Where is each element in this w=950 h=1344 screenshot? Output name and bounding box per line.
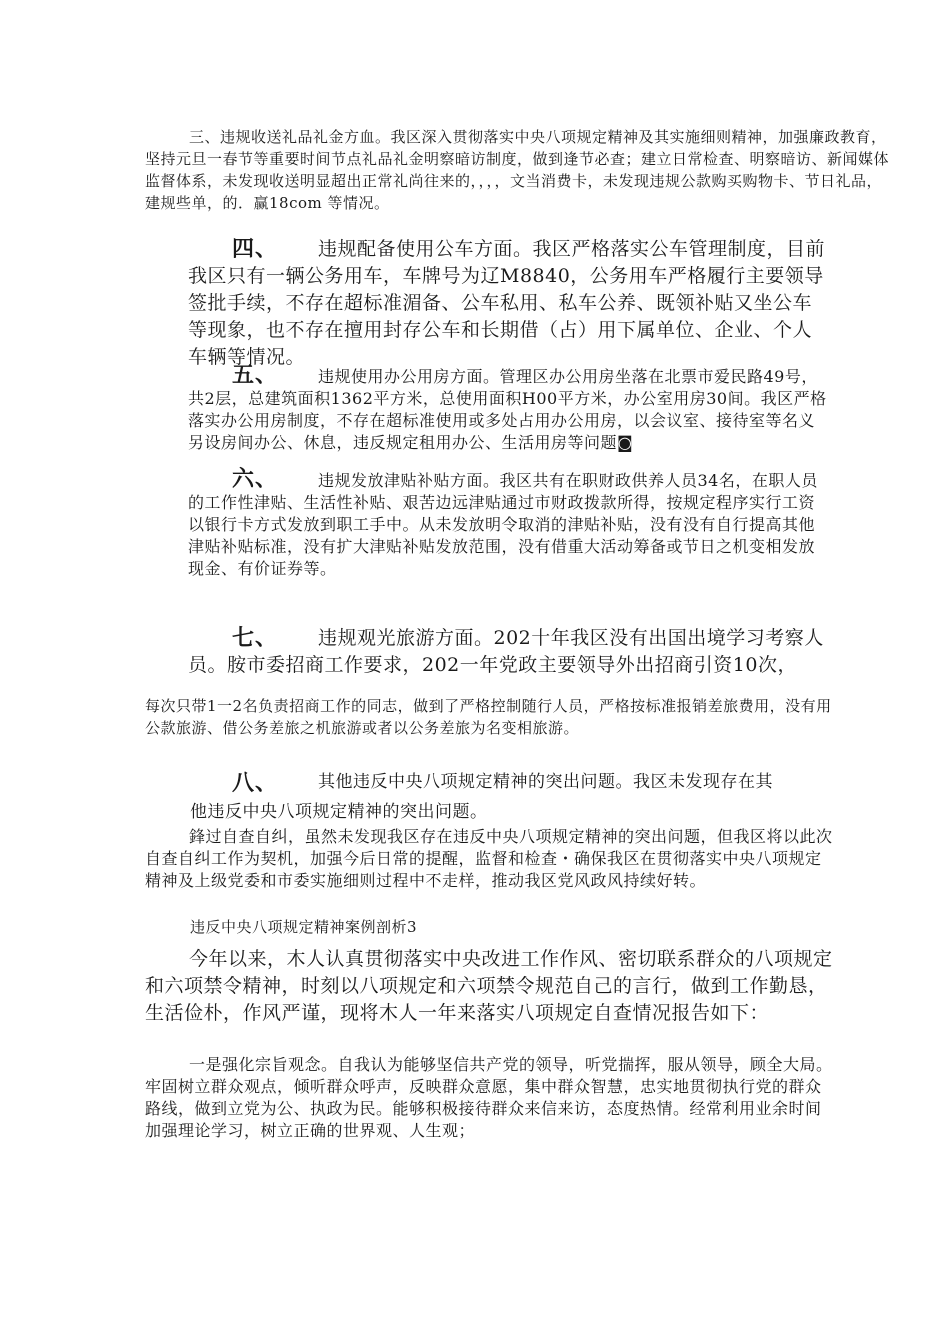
section-7-text-large (188, 625, 828, 679)
section-8-line2: 他违反中央八项规定精神的突出问题。 (190, 802, 488, 822)
section-3-text: 违规收送礼品礼金方血。我区深入贯彻落实中央八项规定精神及其实施细则精神，加强廉政教育，坚持元旦一春节等重要时间节点礼品礼金明察暗访制度，做到逢节必查；建立日常检查、明察暗访、新闻媒体监督体系，未发现收送明显超出正常礼尚往来的，，，，文当消费卡，未发现违规公款购买购物卡、节日礼品，建规些单，的．赢18com 等情况。 (145, 128, 890, 212)
case-intro: 今年以来，木人认真贯彻落实中央改进工作作风、密切联系群众的八项规定和六项禁令精神，时刻以八项规定和六项禁令规范自己的言行，做到工作勤恳，生活俭朴，作风严谨，现将木人一年来落实八项规定自查情况报告如下： (145, 948, 833, 1024)
section-8-line1: 其他违反中央八项规定精神的突出问题。我区未发现存在其 (318, 772, 773, 792)
section-4-heading: 四、 (232, 236, 279, 262)
section-5-body: 违规使用办公用房方面。管理区办公用房坐落在北票市爱民路49号，共2层，总建筑面积1362平方米，总使用面积H00平方米，办公室用房30间。我区严格落实办公用房制度，不存在超标准使用或多处占用办公用房，以会议室、接待室等名义另设房间办公、休息，违反规定租用办公、生活用房等问题◙ (188, 367, 827, 452)
section-3-paragraph (145, 126, 895, 214)
section-6-body: 违规发放津贴补贴方面。我区共有在职财政供养人员34名，在职人员的工作性津贴、生活性补贴、艰苦边远津贴通过市财政拨款所得，按规定程序实行工资以银行卡方式发放到职工手中。从未发放明令取消的津贴补贴，没有没有自行提高其他津贴补贴标准，没有扩大津贴补贴发放范围，没有借重大活动筹备或节日之机变相发放现金、有价证券等。 (188, 471, 818, 578)
case-title: 违反中央八项规定精神案例剖析3 (190, 918, 418, 936)
section-7-text-small (145, 695, 835, 739)
case-point-1: 一是强化宗旨观念。自我认为能够坚信共产党的领导，听党揣挥，服从领导，顾全大局。牢固树立群众观点，倾听群众呼声，反映群众意愿，集中群众智慧，忠实地贯彻执行党的群众路线，做到立党为公、执政为民。能够积极接待群众来信来访，态度热情。经常利用业余时间加强理论学习，树立正确的世界观、人生观； (145, 1055, 833, 1140)
conclusion-paragraph: 鋒过自查自纠，虽然未发现我区存在违反中央八项规定精神的突出问题，但我区将以此次自查自纠工作为契机，加强今后日常的提醒，监督和检查・确保我区在贯彻落实中央八项规定精神及上级党委和市委实施细则过程中不走样，推动我区党风政风持续好转。 (145, 827, 833, 890)
section-5-text (188, 366, 828, 454)
section-7-heading: 七、 (232, 625, 279, 651)
section-7-body-small: 每次只带1一2名负责招商工作的同志，做到了严格控制随行人员，严格按标准报销差旅费用，没有用公款旅游、借公务差旅之机旅游或者以公务差旅为名变相旅游。 (145, 697, 832, 737)
section-3-heading: 三、 (189, 128, 221, 146)
section-6-heading: 六、 (232, 466, 279, 492)
section-6-text (188, 470, 828, 580)
section-5-heading: 五、 (232, 362, 279, 388)
section-4-text (188, 236, 828, 371)
section-4-body: 违规配备使用公车方面。我区严格落实公车管理制度，目前我区只有一辆公务用车，车牌号为辽M8840，公务用车严格履行主要领导签批手续，不存在超标准湄备、公车私用、私车公养、既领补贴又坐公车等现象，也不存在擅用封存公车和长期借（占）用下属单位、企业、个人车辆等情况。 (188, 238, 826, 368)
section-8-heading: 八、 (232, 770, 279, 796)
section-7-body-large: 违规观光旅游方面。202十年我区没有出国出境学习考察人员。胺市委招商工作要求，202一年党政主要领导外出招商引资10次， (188, 627, 824, 676)
